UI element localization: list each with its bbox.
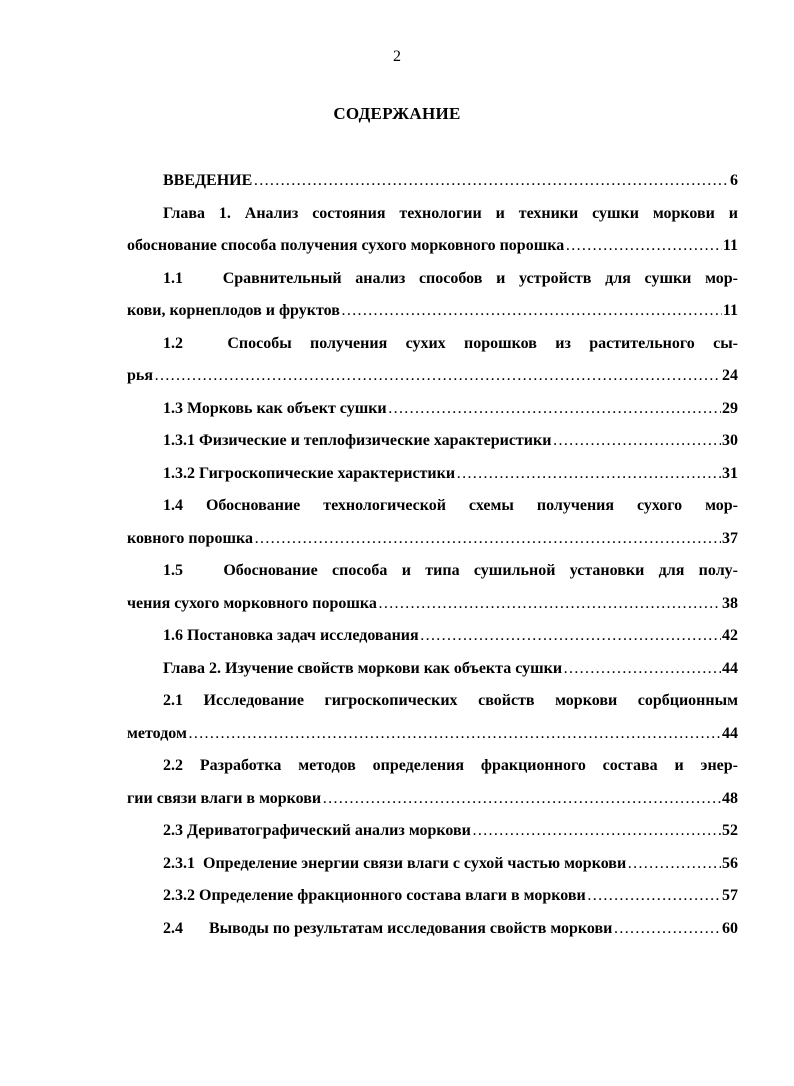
dot-leader [565,230,722,263]
toc-entry-line-first [127,685,738,718]
dot-leader [154,360,721,393]
toc-entry-line-first [127,555,738,588]
toc-entry-line-continuation [127,588,738,621]
dot-leader [378,588,721,621]
toc-entry [127,458,738,491]
toc-entry [127,165,738,198]
toc-entry [127,685,738,750]
toc-entry-title: 2.2 Разработка методов определения фракционного состава и энер- [163,757,738,774]
toc-entry [127,913,738,946]
toc-entry [127,490,738,555]
toc-entry-title-continuation: чения сухого морковного порошка [127,594,377,612]
toc-entry-line-first [127,198,738,231]
toc-entry-page: 60 [722,919,738,937]
toc-entry [127,425,738,458]
toc-entry-line-single [127,653,738,686]
dot-leader [188,718,721,751]
toc-entry-line-single [127,458,738,491]
toc-entry-title: 2.3 Дериватографический анализ моркови [163,822,471,839]
toc-entry-line-continuation [127,523,738,556]
toc-entry-page: 31 [722,464,738,482]
toc-entry-line-single [127,848,738,881]
toc-entry-line-single [127,913,738,946]
toc-entry-title-continuation: гии связи влаги в моркови [127,789,322,807]
toc-entry [127,750,738,815]
dot-leader [341,295,722,328]
toc-entry-line-single [127,880,738,913]
toc-entry-page: 56 [722,854,738,872]
toc-entry-title-continuation: обоснование способа получения сухого морковного порошка [127,237,565,254]
toc-entry-title: 1.3.1 Физические и теплофизические характеристики [163,432,552,449]
dot-leader [388,393,721,426]
toc-entry-page: 52 [722,822,738,839]
toc-entry-page: 48 [722,789,738,807]
toc-entry-title: 2.1 Исследование гигроскопических свойств моркови сорбционным [163,692,738,709]
toc-entry-page: 11 [722,302,738,319]
toc-entry-page: 37 [722,529,738,547]
toc-entry-number: 1.2 [163,334,183,352]
table-of-contents [127,165,738,945]
toc-entry-line-continuation [127,783,738,816]
toc-entry-page: 57 [722,887,738,904]
toc-entry-title-continuation: рья [127,367,154,384]
toc-entry [127,653,738,686]
toc-entry-title: 1.3 Морковь как объект сушки [163,399,387,417]
toc-entry-line-single [127,815,738,848]
toc-entry-page: 44 [722,659,738,677]
toc-entry-line-first [127,490,738,523]
toc-entry [127,263,738,328]
toc-entry-title-continuation: ковного порошка [127,529,253,547]
toc-entry-title: Глава 2. Изучение свойств моркови как объекта сушки [163,659,563,677]
dot-leader [322,783,721,816]
toc-entry [127,393,738,426]
toc-entry-page: 38 [722,594,738,612]
dot-leader [613,913,721,946]
page-number: 2 [393,48,401,65]
toc-entry-line-single [127,393,738,426]
toc-entry-line-single [127,165,738,198]
toc-entry-line-continuation [127,718,738,751]
toc-entry [127,848,738,881]
toc-entry-title: Глава 1. Анализ состояния технологии и техники сушки моркови и [163,204,738,222]
toc-entry-number: 2.4 [163,919,183,937]
toc-entry-page: 24 [722,367,738,384]
dot-leader [627,848,721,881]
toc-entry-page: 42 [722,627,738,644]
toc-title: СОДЕРЖАНИЕ [333,104,461,123]
toc-entry [127,620,738,653]
dot-leader [563,653,721,686]
toc-entry-page: 6 [730,172,738,189]
toc-entry-line-first [127,750,738,783]
toc-entry-page: 30 [722,432,738,449]
toc-entry-title-continuation: кови, корнеплодов и фруктов [127,302,340,319]
dot-leader [552,425,721,458]
toc-entry-title: ВВЕДЕНИЕ [163,172,253,189]
toc-entry-number: 1.5 [163,562,183,579]
toc-entry-line-continuation [127,230,738,263]
toc-entry [127,555,738,620]
toc-entry-title-continuation: методом [127,724,187,742]
toc-entry-title: 1.4 Обоснование технологической схемы получения сухого мор- [163,497,738,514]
toc-entry-title: Определение энергии связи влаги с сухой частью моркови [203,854,627,872]
dot-leader [472,815,721,848]
toc-entry [127,198,738,263]
toc-entry-line-first [127,263,738,296]
toc-entry-number: 2.3.1 [163,854,195,872]
toc-entry-line-single [127,620,738,653]
toc-entry-number: 1.1 [163,269,183,287]
toc-entry-page: 44 [722,724,738,742]
dot-leader [420,620,721,653]
toc-entry-line-continuation [127,360,738,393]
toc-entry [127,815,738,848]
toc-entry-title: Выводы по результатам исследования свойств моркови [209,919,613,937]
toc-entry-page: 29 [722,399,738,417]
toc-entry [127,328,738,393]
dot-leader [253,165,729,198]
toc-entry-title: Способы получения сухих порошков из растительного сы- [227,334,738,352]
toc-entry-page: 11 [722,237,738,254]
toc-entry-title: 2.3.2 Определение фракционного состава влаги в моркови [163,887,586,904]
dot-leader [456,458,721,491]
toc-entry [127,880,738,913]
dot-leader [587,880,721,913]
toc-entry-title: Обоснование способа и типа сушильной установки для полу- [223,562,738,579]
toc-entry-line-single [127,425,738,458]
toc-entry-title: 1.3.2 Гигроскопические характеристики [163,464,456,482]
toc-entry-line-first [127,328,738,361]
toc-entry-line-continuation [127,295,738,328]
toc-entry-title: Сравнительный анализ способов и устройств для сушки мор- [222,269,738,287]
dot-leader [254,523,721,556]
toc-entry-title: 1.6 Постановка задач исследования [163,627,419,644]
